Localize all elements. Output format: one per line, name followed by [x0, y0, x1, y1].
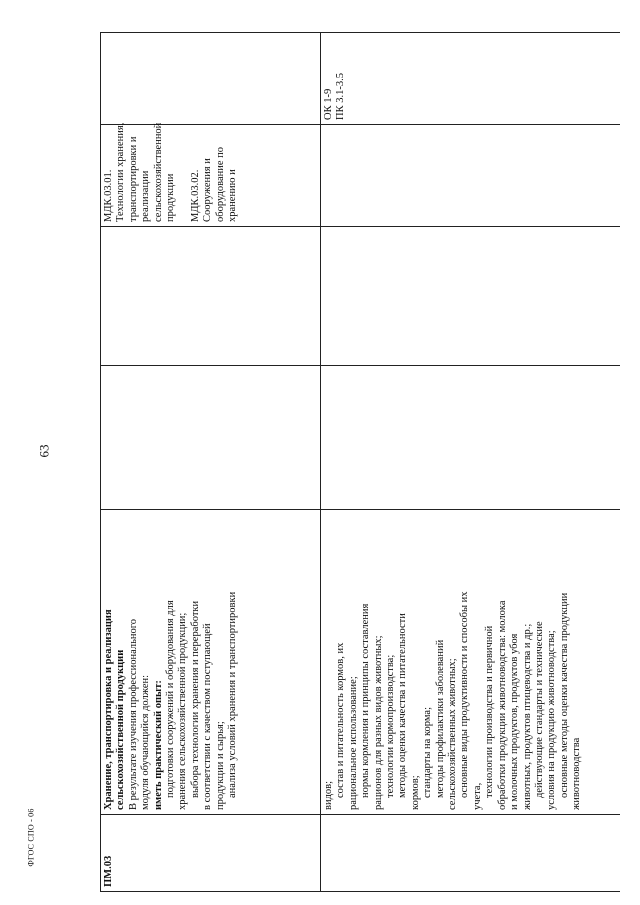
table-row-continuation — [321, 33, 621, 892]
text-line: сельскохозяйственной продукции — [115, 649, 127, 810]
hours-class-cell — [101, 227, 321, 366]
mdk-line — [177, 129, 189, 222]
mdk-line: МДК.03.01. — [103, 169, 114, 222]
text-line: Хранение, транспортировка и реализация — [103, 609, 114, 810]
continuation-competences — [321, 33, 621, 125]
mdk-line: Технологии хранения, — [115, 122, 127, 222]
hours-max-cell — [101, 366, 321, 510]
module-content — [103, 514, 239, 810]
table-row-pm03 — [101, 33, 321, 892]
text-line: обработки продукции животноводства: молока — [496, 600, 508, 810]
module-code: ПМ.03 — [103, 855, 114, 887]
text-line: состав и питательность кормов, их — [335, 642, 347, 798]
text-line: основные методы оценки качества продукции — [558, 592, 570, 798]
continuation-mdk — [321, 125, 621, 227]
continuation-content-cell — [321, 510, 621, 815]
continuation-col4 — [321, 227, 621, 366]
mdk-line: сельскохозяйственной — [152, 122, 164, 222]
text-line: иметь практический опыт: — [152, 680, 164, 810]
mdk-line: оборудование по — [214, 146, 226, 222]
mdk-line: хранению и — [227, 169, 239, 222]
text-line: действующие стандарты и технические — [533, 621, 545, 798]
text-line: технологии производства и первичной — [484, 625, 496, 798]
text-line: видов; — [323, 780, 334, 810]
text-line: модуля обучающийся должен: — [140, 674, 152, 810]
text-line: в соответствии с качеством поступающей — [202, 623, 214, 810]
text-line: методы оценки качества и питательности — [397, 613, 409, 798]
rotated-table-wrapper — [100, 32, 620, 892]
text-line: стандарты на корма; — [422, 706, 434, 798]
mdk-list — [103, 122, 239, 222]
mdk-line: реализации — [140, 170, 152, 222]
continuation-code-cell — [321, 815, 621, 892]
mdk-cell — [101, 122, 321, 227]
competences-list — [323, 37, 348, 120]
curriculum-table — [100, 32, 620, 892]
text-line: рационов для разных видов животных; — [372, 635, 384, 810]
competence-code: ОК 1-9 — [323, 88, 334, 120]
text-line: продукции и сырья; — [214, 721, 226, 810]
text-line: условия на продукцию животноводства; — [546, 630, 558, 810]
text-line: рациональное использование; — [347, 676, 359, 810]
text-line: основные виды продуктивности и способы их — [459, 591, 471, 798]
text-line: животных, продуктов птицеводства и др.; — [521, 623, 533, 810]
text-line: методы профилактики заболеваний — [434, 639, 446, 798]
competences-cell — [101, 33, 321, 125]
text-line: В результате изучения профессионального — [127, 618, 139, 810]
mdk-line: транспортировки и — [127, 136, 139, 222]
footer-code: ФГОС СПО - 06 — [26, 808, 36, 867]
competence-code: ПК 3.1-3.5 — [335, 73, 347, 120]
mdk-line: продукции — [165, 173, 177, 222]
text-line: сельскохозяйственных животных; — [447, 658, 459, 810]
text-line: хранения сельскохозяйственной продукции; — [177, 612, 189, 810]
text-line: технологии кормопроизводства; — [385, 654, 397, 798]
module-code-cell — [101, 815, 321, 892]
text-line: нормы кормления и принципы составления — [360, 603, 372, 798]
text-line: и молочных продуктов, продуктов убоя — [509, 633, 521, 810]
text-line: учета, — [471, 782, 483, 810]
text-line: выбора технологии хранения и переработки — [189, 600, 201, 798]
module-content-cell — [101, 510, 321, 815]
continuation-col3 — [321, 366, 621, 510]
text-line: подготовки сооружений и оборудования для — [165, 600, 177, 798]
mdk-line: Сооружения и — [202, 158, 214, 222]
text-line: животноводства — [571, 737, 583, 810]
text-line: кормов; — [409, 775, 421, 810]
curriculum-table-box — [100, 32, 620, 892]
mdk-line: МДК.03.02. — [189, 169, 201, 222]
text-line: анализа условий хранения и транспортировки — [227, 591, 239, 798]
page-number: 63 — [36, 444, 52, 458]
continuation-content — [323, 514, 584, 810]
